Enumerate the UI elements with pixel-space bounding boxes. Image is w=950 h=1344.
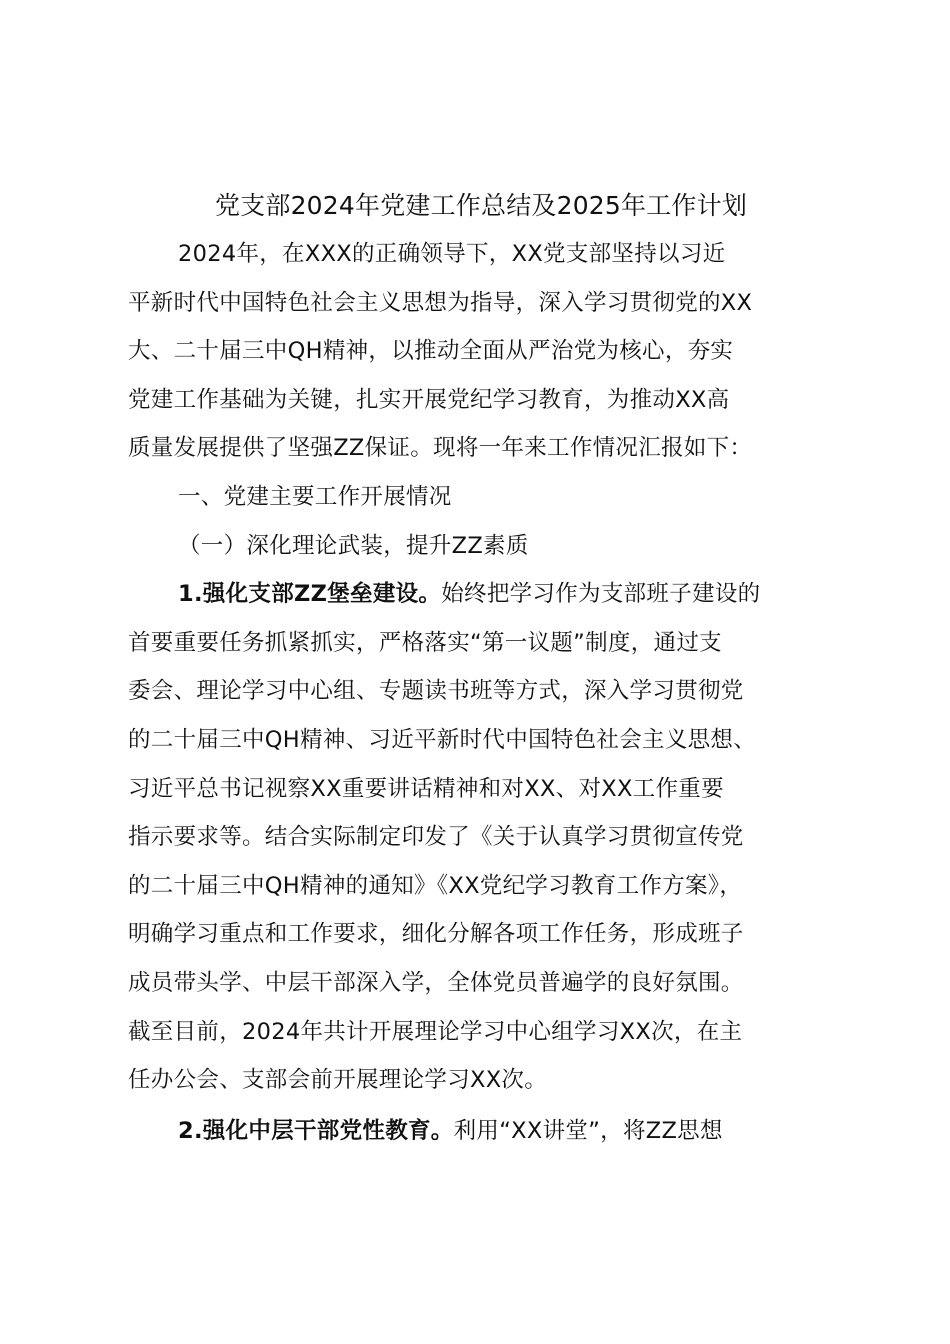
intro-line: 党建工作基础为关键，扎实开展党纪学习教育，为推动XX高 (128, 386, 730, 413)
document-title: 党支部2024年党建工作总结及2025年工作计划 (214, 191, 748, 220)
intro-paragraph (128, 230, 834, 473)
intro-line: 2024年，在XXX的正确领导下，XX党支部坚持以习近 (178, 241, 726, 267)
item-line: 成员带头学、中层干部深入学，全体党员普遍学的良好氛围。 (128, 969, 744, 996)
item-line: 指示要求等。结合实际制定印发了《关于认真学习贯彻宣传党 (128, 824, 744, 851)
item-text: 利用“XX讲堂”，将ZZ思想 (453, 1117, 723, 1144)
item-line: 截至目前，2024年共计开展理论学习中心组学习XX次，在主 (128, 1018, 743, 1045)
item-heading: 1.强化支部ZZ堡垒建设。 (178, 581, 442, 608)
item-paragraph-2 (128, 1107, 834, 1156)
item-paragraph-1 (128, 570, 834, 1105)
item-line: 首要重要任务抓紧抓实，严格落实“第一议题”制度，通过支 (128, 629, 722, 656)
item-line: 习近平总书记视察XX重要讲话精神和对XX、对XX工作重要 (128, 775, 724, 802)
item-line: 任办公会、支部会前开展理论学习XX次。 (128, 1067, 548, 1094)
item-line: 的二十届三中QH精神的通知》《XX党纪学习教育工作方案》， (128, 872, 743, 899)
item-line: 的二十届三中QH精神、习近平新时代中国特色社会主义思想、 (128, 726, 757, 753)
intro-line: 大、二十届三中QH精神，以推动全面从严治党为核心，夯实 (128, 338, 734, 365)
item-first-line (128, 570, 834, 619)
document-body (128, 182, 834, 1155)
item-line: 委会、理论学习中心组、专题读书班等方式，深入学习贯彻党 (128, 678, 744, 705)
item-text: 始终把学习作为支部班子建设的 (441, 581, 761, 608)
intro-line: 平新时代中国特色社会主义思想为指导，深入学习贯彻党的XX (128, 289, 753, 316)
item-line: 明确学习重点和工作要求，细化分解各项工作任务，形成班子 (128, 921, 744, 948)
subsection-heading: （一）深化理论武装，提升ZZ素质 (178, 532, 529, 559)
item-first-line (128, 1107, 834, 1156)
intro-line: 质量发展提供了坚强ZZ保证。现将一年来工作情况汇报如下： (128, 435, 753, 462)
item-heading: 2.强化中层干部党性教育。 (178, 1117, 454, 1144)
section-heading: 一、党建主要工作开展情况 (178, 483, 452, 510)
